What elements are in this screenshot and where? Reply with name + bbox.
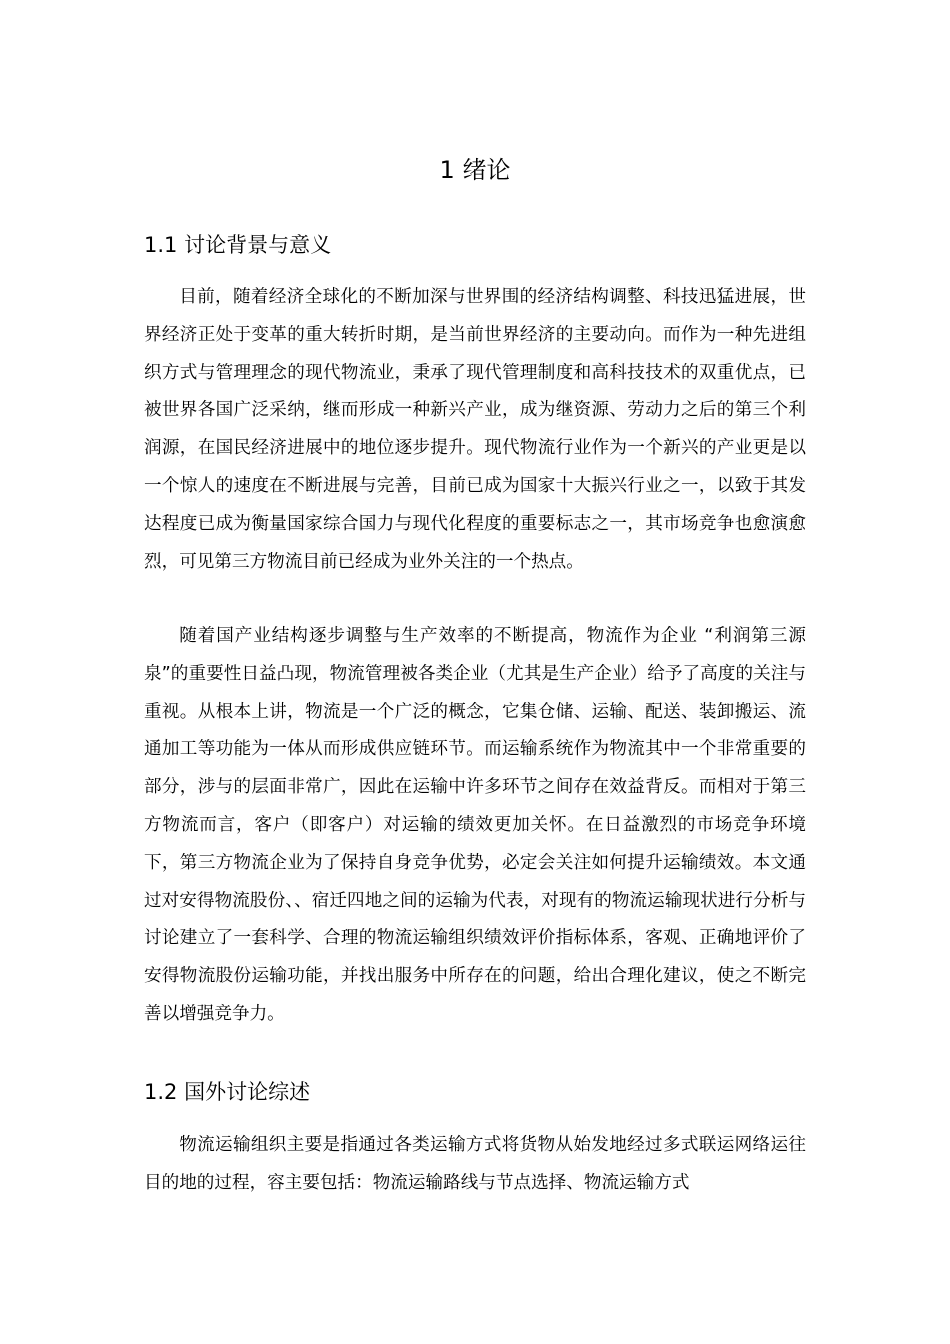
paragraph-literature-review: 物流运输组织主要是指通过各类运输方式将货物从始发地经过多式联运网络运往目的地的过程，容主要包括：物流运输路线与节点选择、物流运输方式 — [144, 1135, 806, 1193]
chapter-title: 1 绪论 — [439, 156, 511, 184]
section-heading-1-2: 1.2 国外讨论综述 — [144, 1080, 311, 1104]
paragraph-logistics-importance: 随着国产业结构逐步调整与生产效率的不断提高，物流作为企业 “利润第三源泉”的重要性日益凸现，物流管理被各类企业（尤其是生产企业）给予了高度的关注与重视。从根本上讲，物流是一个广泛的概念，它集仓储、运输、配送、装卸搬运、流通加工等功能为一体从而形成供应链环节。而运输系统作为物流其中一个非常重要的部分，涉与的层面非常广，因此在运输中许多环节之间存在效益背反。而相对于第三方物流而言，客户（即客户）对运输的绩效更加关怀。在日益激烈的市场竞争环境下，第三方物流企业为了保持自身竞争优势，必定会关注如何提升运输绩效。本文通过对安得物流股份、、宿迁四地之间的运输为代表，对现有的物流运输现状进行分析与讨论建立了一套科学、合理的物流运输组织绩效评价指标体系，客观、正确地评价了安得物流股份运输功能，并找出服务中所存在的问题，给出合理化建议，使之不断完善以增强竞争力。 — [144, 626, 806, 1024]
paragraph-research-background: 目前，随着经济全球化的不断加深与世界围的经济结构调整、科技迅猛进展，世界经济正处于变革的重大转折时期，是当前世界经济的主要动向。而作为一种先进组织方式与管理理念的现代物流业，秉承了现代管理制度和高科技技术的双重优点，已被世界各国广泛采纳，继而形成一种新兴产业，成为继资源、劳动力之后的第三个利润源，在国民经济进展中的地位逐步提升。现代物流行业作为一个新兴的产业更是以一个惊人的速度在不断进展与完善，目前已成为国家十大振兴行业之一，以致于其发达程度已成为衡量国家综合国力与现代化程度的重要标志之一，其市场竞争也愈演愈烈，可见第三方物流目前已经成为业外关注的一个热点。 — [144, 287, 806, 572]
section-heading-1-1: 1.1 讨论背景与意义 — [144, 233, 332, 257]
